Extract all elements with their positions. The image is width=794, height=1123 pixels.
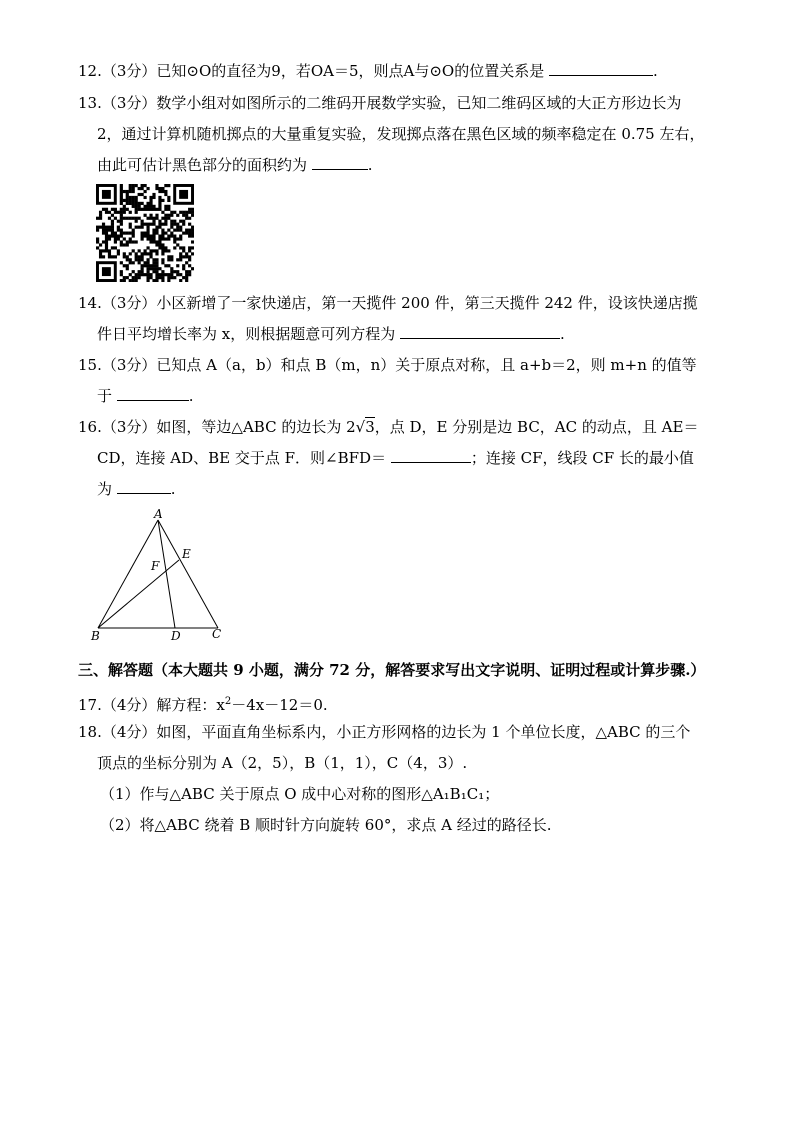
side-ab	[98, 520, 158, 628]
question-number: 18.	[78, 723, 102, 741]
question-text-line2: 2，通过计算机随机掷点的大量重复实验，发现掷点落在黑色区域的频率稳定在 0.75 左右，	[97, 125, 705, 143]
answer-blank-angle[interactable]	[391, 446, 471, 463]
question-text-line2a: CD，连接 AD、BE 交于点 F．则∠BFD＝	[97, 449, 387, 467]
period: .	[188, 387, 194, 405]
question-score: （3分）	[101, 418, 157, 436]
question-text-a: 解方程：x	[156, 696, 225, 714]
question-12	[78, 56, 728, 87]
sqrt-sign: √	[355, 418, 366, 436]
question-text-line1: 数学小组对如图所示的二维码开展数学实验，已知二维码区域的大正方形边长为	[156, 94, 682, 112]
question-text-line3: 为	[97, 480, 113, 498]
question-18-part-2: （2）将△ABC 绕着 B 顺时针方向旋转 60°，求点 A 经过的路径长.	[100, 816, 552, 834]
question-number: 15.	[78, 356, 102, 374]
question-text: 已知⊙O的直径为9，若OA＝5，则点A与⊙O的位置关系是	[156, 62, 545, 80]
answer-blank-min[interactable]	[117, 477, 171, 494]
question-number: 17.	[78, 696, 102, 714]
question-number: 13.	[78, 94, 102, 112]
question-text-line2: 件日平均增长率为 x，则根据题意可列方程为	[97, 325, 396, 343]
question-17	[78, 686, 728, 721]
question-text-line3: 由此可估计黑色部分的面积约为	[97, 156, 308, 174]
answer-blank[interactable]	[312, 153, 368, 170]
question-13	[78, 88, 728, 181]
label-c: C	[212, 627, 222, 641]
question-15	[78, 350, 728, 412]
question-text-line2: 顶点的坐标分别为 A（2，5），B（1，1），C（4，3）.	[97, 754, 468, 772]
question-score: （4分）	[101, 723, 157, 741]
question-score: （3分）	[101, 356, 157, 374]
question-text-b: －4x－12＝0.	[231, 696, 328, 714]
period: .	[560, 325, 565, 343]
question-text-line2b: ；连接 CF，线段 CF 长的最小值	[470, 449, 694, 467]
question-number: 16.	[78, 418, 102, 436]
label-a: A	[154, 508, 163, 521]
triangle-figure	[88, 508, 236, 646]
label-e: E	[182, 547, 191, 561]
superscript: 2	[224, 696, 232, 707]
period: .	[367, 156, 373, 174]
question-score: （3分）	[101, 62, 157, 80]
question-18-part-1: （1）作与△ABC 关于原点 O 成中心对称的图形△A₁B₁C₁；	[100, 785, 500, 803]
section-header: 三、解答题（本大题共 9 小题，满分 72 分，解答要求写出文字说明、证明过程或计算步骤.）	[78, 661, 706, 679]
question-score: （3分）	[101, 94, 157, 112]
question-text-line2: 于	[97, 387, 113, 405]
answer-blank[interactable]	[400, 322, 560, 339]
label-d: D	[171, 629, 181, 643]
answer-blank[interactable]	[549, 59, 653, 76]
question-score: （3分）	[101, 294, 157, 312]
question-text-line1a: 如图，等边△ABC 的边长为 2	[156, 418, 356, 436]
question-number: 14.	[78, 294, 102, 312]
sqrt-radicand: 3	[365, 418, 375, 436]
segment-be	[98, 560, 179, 628]
period: .	[652, 62, 658, 80]
question-18	[78, 717, 728, 779]
question-number: 12.	[78, 62, 102, 80]
question-text-line1: 小区新增了一家快递店，第一天揽件 200 件，第三天揽件 242 件，设该快递店揽	[156, 294, 698, 312]
question-text-line1: 如图，平面直角坐标系内，小正方形网格的边长为 1 个单位长度，△ABC 的三个	[156, 723, 691, 741]
question-16	[78, 412, 728, 505]
question-score: （4分）	[101, 696, 157, 714]
label-f: F	[151, 559, 160, 573]
period: .	[170, 480, 176, 498]
question-text-line1: 已知点 A（a，b）和点 B（m，n）关于原点对称，且 a+b＝2，则 m+n 的值等	[156, 356, 697, 374]
label-b: B	[91, 629, 100, 643]
question-text-line1b: ，点 D，E 分别是边 BC，AC 的动点，且 AE＝	[374, 418, 699, 436]
question-14	[78, 288, 728, 350]
qr-code-image	[96, 184, 194, 282]
answer-blank[interactable]	[117, 384, 189, 401]
